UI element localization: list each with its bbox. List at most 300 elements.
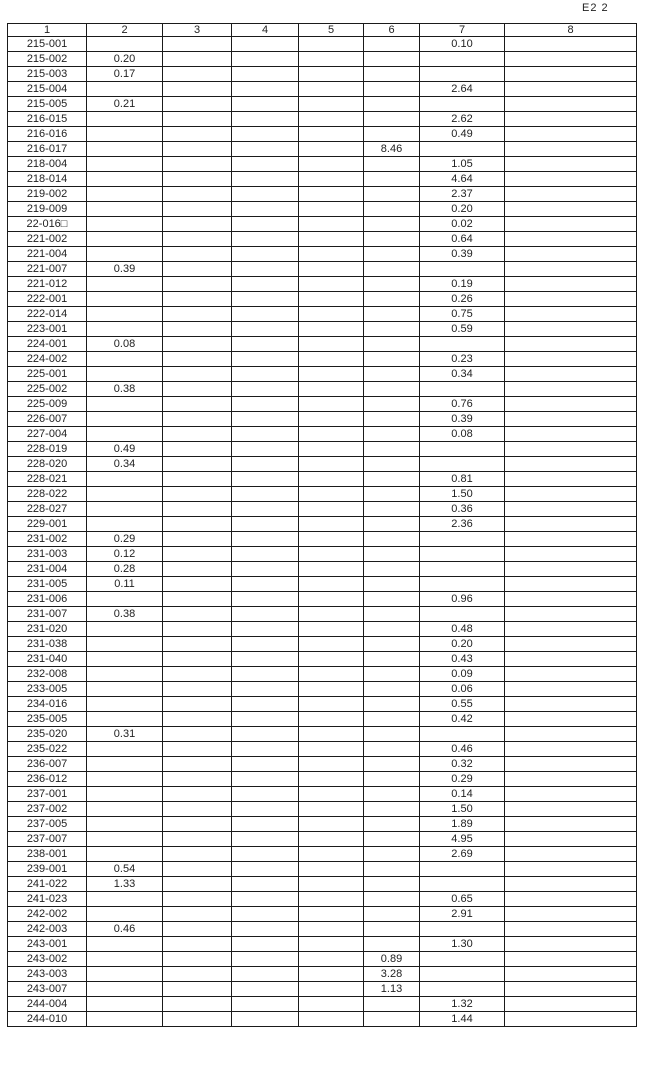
value-cell-col-6 bbox=[364, 382, 420, 397]
value-cell-col-4 bbox=[232, 517, 299, 532]
value-cell-col-6 bbox=[364, 787, 420, 802]
value-cell-col-4 bbox=[232, 127, 299, 142]
value-cell-col-5 bbox=[299, 772, 364, 787]
value-cell-col-3 bbox=[163, 37, 232, 52]
row-id-cell: 225-002 bbox=[8, 382, 87, 397]
value-cell-col-7: 0.64 bbox=[420, 232, 505, 247]
table-row bbox=[8, 532, 637, 547]
value-cell-col-8 bbox=[505, 427, 637, 442]
column-header-6: 6 bbox=[364, 24, 420, 37]
value-cell-col-3 bbox=[163, 187, 232, 202]
value-cell-col-3 bbox=[163, 322, 232, 337]
value-cell-col-3 bbox=[163, 592, 232, 607]
value-cell-col-5 bbox=[299, 727, 364, 742]
value-cell-col-7: 1.89 bbox=[420, 817, 505, 832]
value-cell-col-7: 0.55 bbox=[420, 697, 505, 712]
row-id-cell: 242-003 bbox=[8, 922, 87, 937]
value-cell-col-2 bbox=[87, 772, 163, 787]
value-cell-col-7: 0.14 bbox=[420, 787, 505, 802]
column-header-2: 2 bbox=[87, 24, 163, 37]
value-cell-col-4 bbox=[232, 952, 299, 967]
value-cell-col-8 bbox=[505, 337, 637, 352]
value-cell-col-6 bbox=[364, 772, 420, 787]
table-row bbox=[8, 262, 637, 277]
value-cell-col-8 bbox=[505, 847, 637, 862]
value-cell-col-4 bbox=[232, 652, 299, 667]
value-cell-col-7 bbox=[420, 982, 505, 997]
table-row bbox=[8, 847, 637, 862]
value-cell-col-2: 0.28 bbox=[87, 562, 163, 577]
table-row bbox=[8, 487, 637, 502]
value-cell-col-5 bbox=[299, 517, 364, 532]
table-row bbox=[8, 37, 637, 52]
value-cell-col-8 bbox=[505, 667, 637, 682]
value-cell-col-8 bbox=[505, 127, 637, 142]
value-cell-col-2 bbox=[87, 712, 163, 727]
value-cell-col-8 bbox=[505, 892, 637, 907]
value-cell-col-2: 0.31 bbox=[87, 727, 163, 742]
value-cell-col-4 bbox=[232, 307, 299, 322]
row-id-cell: 236-007 bbox=[8, 757, 87, 772]
value-cell-col-2: 0.38 bbox=[87, 607, 163, 622]
value-cell-col-4 bbox=[232, 412, 299, 427]
value-cell-col-8 bbox=[505, 832, 637, 847]
table-row bbox=[8, 682, 637, 697]
value-cell-col-6 bbox=[364, 742, 420, 757]
value-cell-col-3 bbox=[163, 607, 232, 622]
value-cell-col-5 bbox=[299, 637, 364, 652]
value-cell-col-7: 0.26 bbox=[420, 292, 505, 307]
value-cell-col-4 bbox=[232, 532, 299, 547]
value-cell-col-8 bbox=[505, 292, 637, 307]
value-cell-col-4 bbox=[232, 262, 299, 277]
value-cell-col-2 bbox=[87, 637, 163, 652]
value-cell-col-7: 0.20 bbox=[420, 202, 505, 217]
table-row bbox=[8, 427, 637, 442]
row-id-cell: 243-003 bbox=[8, 967, 87, 982]
row-id-cell: 228-027 bbox=[8, 502, 87, 517]
table-row bbox=[8, 322, 637, 337]
row-id-cell: 243-007 bbox=[8, 982, 87, 997]
table-row bbox=[8, 157, 637, 172]
value-cell-col-4 bbox=[232, 772, 299, 787]
value-cell-col-2 bbox=[87, 232, 163, 247]
table-row bbox=[8, 187, 637, 202]
table-row bbox=[8, 967, 637, 982]
value-cell-col-3 bbox=[163, 727, 232, 742]
value-cell-col-3 bbox=[163, 412, 232, 427]
table-row bbox=[8, 457, 637, 472]
row-id-cell: 231-040 bbox=[8, 652, 87, 667]
value-cell-col-7 bbox=[420, 967, 505, 982]
value-cell-col-3 bbox=[163, 352, 232, 367]
value-cell-col-7: 0.36 bbox=[420, 502, 505, 517]
value-cell-col-2 bbox=[87, 307, 163, 322]
value-cell-col-7: 0.96 bbox=[420, 592, 505, 607]
value-cell-col-7 bbox=[420, 607, 505, 622]
value-cell-col-6 bbox=[364, 322, 420, 337]
value-cell-col-5 bbox=[299, 472, 364, 487]
value-cell-col-2: 0.29 bbox=[87, 532, 163, 547]
value-cell-col-8 bbox=[505, 682, 637, 697]
value-cell-col-3 bbox=[163, 667, 232, 682]
value-cell-col-6 bbox=[364, 547, 420, 562]
value-cell-col-5 bbox=[299, 532, 364, 547]
value-cell-col-2 bbox=[87, 907, 163, 922]
value-cell-col-3 bbox=[163, 787, 232, 802]
value-cell-col-4 bbox=[232, 37, 299, 52]
table-row bbox=[8, 832, 637, 847]
value-cell-col-7: 0.46 bbox=[420, 742, 505, 757]
row-id-cell: 227-004 bbox=[8, 427, 87, 442]
value-cell-col-2 bbox=[87, 247, 163, 262]
value-cell-col-4 bbox=[232, 682, 299, 697]
value-cell-col-7: 1.50 bbox=[420, 802, 505, 817]
value-cell-col-3 bbox=[163, 172, 232, 187]
value-cell-col-8 bbox=[505, 997, 637, 1012]
value-cell-col-4 bbox=[232, 382, 299, 397]
value-cell-col-7: 0.29 bbox=[420, 772, 505, 787]
value-cell-col-7: 0.39 bbox=[420, 412, 505, 427]
value-cell-col-5 bbox=[299, 52, 364, 67]
row-id-cell: 231-020 bbox=[8, 622, 87, 637]
value-cell-col-8 bbox=[505, 637, 637, 652]
value-cell-col-2 bbox=[87, 412, 163, 427]
table-row bbox=[8, 562, 637, 577]
value-cell-col-6 bbox=[364, 412, 420, 427]
value-cell-col-2 bbox=[87, 487, 163, 502]
value-cell-col-7 bbox=[420, 97, 505, 112]
value-cell-col-6 bbox=[364, 187, 420, 202]
row-id-cell: 215-005 bbox=[8, 97, 87, 112]
value-cell-col-6 bbox=[364, 877, 420, 892]
value-cell-col-8 bbox=[505, 592, 637, 607]
value-cell-col-6 bbox=[364, 667, 420, 682]
value-cell-col-8 bbox=[505, 67, 637, 82]
table-body bbox=[8, 37, 637, 1027]
value-cell-col-4 bbox=[232, 982, 299, 997]
value-cell-col-8 bbox=[505, 547, 637, 562]
value-cell-col-5 bbox=[299, 952, 364, 967]
value-cell-col-8 bbox=[505, 607, 637, 622]
value-cell-col-3 bbox=[163, 997, 232, 1012]
value-cell-col-4 bbox=[232, 802, 299, 817]
value-cell-col-3 bbox=[163, 127, 232, 142]
value-cell-col-5 bbox=[299, 412, 364, 427]
value-cell-col-6 bbox=[364, 292, 420, 307]
value-cell-col-3 bbox=[163, 982, 232, 997]
table-row bbox=[8, 382, 637, 397]
row-id-cell: 231-006 bbox=[8, 592, 87, 607]
value-cell-col-7: 0.02 bbox=[420, 217, 505, 232]
table-row bbox=[8, 217, 637, 232]
value-cell-col-7 bbox=[420, 922, 505, 937]
value-cell-col-3 bbox=[163, 907, 232, 922]
value-cell-col-7: 1.50 bbox=[420, 487, 505, 502]
value-cell-col-5 bbox=[299, 292, 364, 307]
value-cell-col-2: 1.33 bbox=[87, 877, 163, 892]
row-id-cell: 237-007 bbox=[8, 832, 87, 847]
value-cell-col-8 bbox=[505, 757, 637, 772]
row-id-cell: 239-001 bbox=[8, 862, 87, 877]
value-cell-col-6 bbox=[364, 562, 420, 577]
value-cell-col-6 bbox=[364, 352, 420, 367]
value-cell-col-5 bbox=[299, 397, 364, 412]
value-cell-col-2 bbox=[87, 367, 163, 382]
value-cell-col-5 bbox=[299, 562, 364, 577]
value-cell-col-7: 2.36 bbox=[420, 517, 505, 532]
value-cell-col-8 bbox=[505, 517, 637, 532]
value-cell-col-3 bbox=[163, 847, 232, 862]
row-id-cell: 215-001 bbox=[8, 37, 87, 52]
value-cell-col-3 bbox=[163, 292, 232, 307]
value-cell-col-4 bbox=[232, 277, 299, 292]
table-row bbox=[8, 277, 637, 292]
value-cell-col-4 bbox=[232, 622, 299, 637]
value-cell-col-7: 0.59 bbox=[420, 322, 505, 337]
value-cell-col-2 bbox=[87, 172, 163, 187]
row-id-cell: 244-010 bbox=[8, 1012, 87, 1027]
table-row bbox=[8, 982, 637, 997]
value-cell-col-2: 0.11 bbox=[87, 577, 163, 592]
table-row bbox=[8, 937, 637, 952]
value-cell-col-8 bbox=[505, 367, 637, 382]
value-cell-col-3 bbox=[163, 157, 232, 172]
value-cell-col-2 bbox=[87, 277, 163, 292]
value-cell-col-8 bbox=[505, 787, 637, 802]
value-cell-col-7 bbox=[420, 862, 505, 877]
value-cell-col-5 bbox=[299, 142, 364, 157]
value-cell-col-5 bbox=[299, 547, 364, 562]
value-cell-col-3 bbox=[163, 397, 232, 412]
value-cell-col-3 bbox=[163, 457, 232, 472]
value-cell-col-3 bbox=[163, 637, 232, 652]
value-cell-col-3 bbox=[163, 757, 232, 772]
value-cell-col-5 bbox=[299, 427, 364, 442]
value-cell-col-8 bbox=[505, 247, 637, 262]
page-number: E2 2 bbox=[582, 2, 609, 14]
value-cell-col-6 bbox=[364, 577, 420, 592]
value-cell-col-3 bbox=[163, 262, 232, 277]
value-cell-col-6 bbox=[364, 907, 420, 922]
row-id-cell: 231-004 bbox=[8, 562, 87, 577]
value-cell-col-3 bbox=[163, 112, 232, 127]
value-cell-col-7: 0.49 bbox=[420, 127, 505, 142]
value-cell-col-6 bbox=[364, 112, 420, 127]
table-row bbox=[8, 82, 637, 97]
value-cell-col-7 bbox=[420, 727, 505, 742]
value-cell-col-3 bbox=[163, 97, 232, 112]
table-row bbox=[8, 907, 637, 922]
value-cell-col-4 bbox=[232, 202, 299, 217]
table-row bbox=[8, 787, 637, 802]
value-cell-col-5 bbox=[299, 742, 364, 757]
table-row bbox=[8, 172, 637, 187]
value-cell-col-3 bbox=[163, 337, 232, 352]
value-cell-col-8 bbox=[505, 907, 637, 922]
table-row bbox=[8, 202, 637, 217]
value-cell-col-3 bbox=[163, 802, 232, 817]
value-cell-col-5 bbox=[299, 367, 364, 382]
row-id-cell: 237-001 bbox=[8, 787, 87, 802]
value-cell-col-8 bbox=[505, 37, 637, 52]
value-cell-col-7: 4.95 bbox=[420, 832, 505, 847]
table-row bbox=[8, 127, 637, 142]
table-row bbox=[8, 112, 637, 127]
row-id-cell: 244-004 bbox=[8, 997, 87, 1012]
value-cell-col-6: 3.28 bbox=[364, 967, 420, 982]
row-id-cell: 228-021 bbox=[8, 472, 87, 487]
value-cell-col-2: 0.21 bbox=[87, 97, 163, 112]
table-row bbox=[8, 352, 637, 367]
value-cell-col-4 bbox=[232, 457, 299, 472]
row-id-cell: 234-016 bbox=[8, 697, 87, 712]
value-cell-col-5 bbox=[299, 682, 364, 697]
value-cell-col-5 bbox=[299, 832, 364, 847]
value-cell-col-7: 0.23 bbox=[420, 352, 505, 367]
value-cell-col-6 bbox=[364, 682, 420, 697]
value-cell-col-6 bbox=[364, 532, 420, 547]
row-id-cell: 228-020 bbox=[8, 457, 87, 472]
value-cell-col-6 bbox=[364, 937, 420, 952]
value-cell-col-5 bbox=[299, 877, 364, 892]
value-cell-col-8 bbox=[505, 727, 637, 742]
value-cell-col-6 bbox=[364, 652, 420, 667]
row-id-cell: 235-005 bbox=[8, 712, 87, 727]
value-cell-col-5 bbox=[299, 757, 364, 772]
value-cell-col-2: 0.12 bbox=[87, 547, 163, 562]
value-cell-col-5 bbox=[299, 112, 364, 127]
value-cell-col-6 bbox=[364, 217, 420, 232]
value-cell-col-4 bbox=[232, 82, 299, 97]
row-id-cell: 237-005 bbox=[8, 817, 87, 832]
value-cell-col-8 bbox=[505, 457, 637, 472]
value-cell-col-4 bbox=[232, 892, 299, 907]
value-cell-col-3 bbox=[163, 622, 232, 637]
value-cell-col-5 bbox=[299, 652, 364, 667]
value-cell-col-4 bbox=[232, 52, 299, 67]
value-cell-col-4 bbox=[232, 727, 299, 742]
value-cell-col-8 bbox=[505, 652, 637, 667]
value-cell-col-5 bbox=[299, 232, 364, 247]
value-cell-col-7 bbox=[420, 562, 505, 577]
value-cell-col-4 bbox=[232, 427, 299, 442]
value-cell-col-4 bbox=[232, 547, 299, 562]
value-cell-col-2 bbox=[87, 322, 163, 337]
row-id-cell: 224-002 bbox=[8, 352, 87, 367]
table-row bbox=[8, 637, 637, 652]
value-cell-col-4 bbox=[232, 142, 299, 157]
value-cell-col-3 bbox=[163, 577, 232, 592]
value-cell-col-5 bbox=[299, 622, 364, 637]
value-cell-col-4 bbox=[232, 187, 299, 202]
value-cell-col-7: 2.62 bbox=[420, 112, 505, 127]
table-row bbox=[8, 1012, 637, 1027]
value-cell-col-6 bbox=[364, 52, 420, 67]
value-cell-col-3 bbox=[163, 532, 232, 547]
value-cell-col-5 bbox=[299, 172, 364, 187]
row-id-cell: 225-009 bbox=[8, 397, 87, 412]
value-cell-col-6 bbox=[364, 457, 420, 472]
value-cell-col-2 bbox=[87, 847, 163, 862]
table-row bbox=[8, 592, 637, 607]
row-id-cell: 216-016 bbox=[8, 127, 87, 142]
value-cell-col-4 bbox=[232, 1012, 299, 1027]
value-cell-col-2: 0.46 bbox=[87, 922, 163, 937]
row-id-cell: 223-001 bbox=[8, 322, 87, 337]
value-cell-col-5 bbox=[299, 1012, 364, 1027]
value-cell-col-5 bbox=[299, 157, 364, 172]
value-cell-col-8 bbox=[505, 412, 637, 427]
row-id-cell: 218-014 bbox=[8, 172, 87, 187]
value-cell-col-4 bbox=[232, 907, 299, 922]
value-cell-col-6 bbox=[364, 697, 420, 712]
value-cell-col-5 bbox=[299, 187, 364, 202]
value-cell-col-4 bbox=[232, 592, 299, 607]
value-cell-col-3 bbox=[163, 217, 232, 232]
value-cell-col-4 bbox=[232, 817, 299, 832]
value-cell-col-8 bbox=[505, 397, 637, 412]
value-cell-col-7: 0.42 bbox=[420, 712, 505, 727]
value-cell-col-2 bbox=[87, 682, 163, 697]
value-cell-col-4 bbox=[232, 712, 299, 727]
value-cell-col-8 bbox=[505, 877, 637, 892]
table-row bbox=[8, 517, 637, 532]
value-cell-col-8 bbox=[505, 1012, 637, 1027]
value-cell-col-6 bbox=[364, 367, 420, 382]
value-cell-col-2: 0.20 bbox=[87, 52, 163, 67]
value-cell-col-8 bbox=[505, 772, 637, 787]
column-header-4: 4 bbox=[232, 24, 299, 37]
value-cell-col-5 bbox=[299, 997, 364, 1012]
value-cell-col-4 bbox=[232, 487, 299, 502]
value-cell-col-7: 0.34 bbox=[420, 367, 505, 382]
value-cell-col-5 bbox=[299, 862, 364, 877]
table-row bbox=[8, 772, 637, 787]
value-cell-col-2 bbox=[87, 127, 163, 142]
value-cell-col-3 bbox=[163, 922, 232, 937]
row-id-cell: 228-019 bbox=[8, 442, 87, 457]
value-cell-col-4 bbox=[232, 502, 299, 517]
value-cell-col-2 bbox=[87, 502, 163, 517]
value-cell-col-7: 0.43 bbox=[420, 652, 505, 667]
row-id-cell: 224-001 bbox=[8, 337, 87, 352]
row-id-cell: 219-002 bbox=[8, 187, 87, 202]
value-cell-col-6 bbox=[364, 337, 420, 352]
table-row bbox=[8, 952, 637, 967]
value-cell-col-2 bbox=[87, 217, 163, 232]
value-cell-col-4 bbox=[232, 967, 299, 982]
value-cell-col-3 bbox=[163, 712, 232, 727]
row-id-cell: 216-015 bbox=[8, 112, 87, 127]
table-row bbox=[8, 397, 637, 412]
row-id-cell: 231-005 bbox=[8, 577, 87, 592]
row-id-cell: 228-022 bbox=[8, 487, 87, 502]
value-cell-col-6 bbox=[364, 307, 420, 322]
value-cell-col-6 bbox=[364, 427, 420, 442]
value-cell-col-5 bbox=[299, 247, 364, 262]
value-cell-col-5 bbox=[299, 697, 364, 712]
table-row bbox=[8, 442, 637, 457]
column-header-3: 3 bbox=[163, 24, 232, 37]
row-id-cell: 241-022 bbox=[8, 877, 87, 892]
value-cell-col-7 bbox=[420, 142, 505, 157]
value-cell-col-5 bbox=[299, 892, 364, 907]
table-row bbox=[8, 502, 637, 517]
value-cell-col-4 bbox=[232, 742, 299, 757]
value-cell-col-5 bbox=[299, 577, 364, 592]
table-row bbox=[8, 742, 637, 757]
